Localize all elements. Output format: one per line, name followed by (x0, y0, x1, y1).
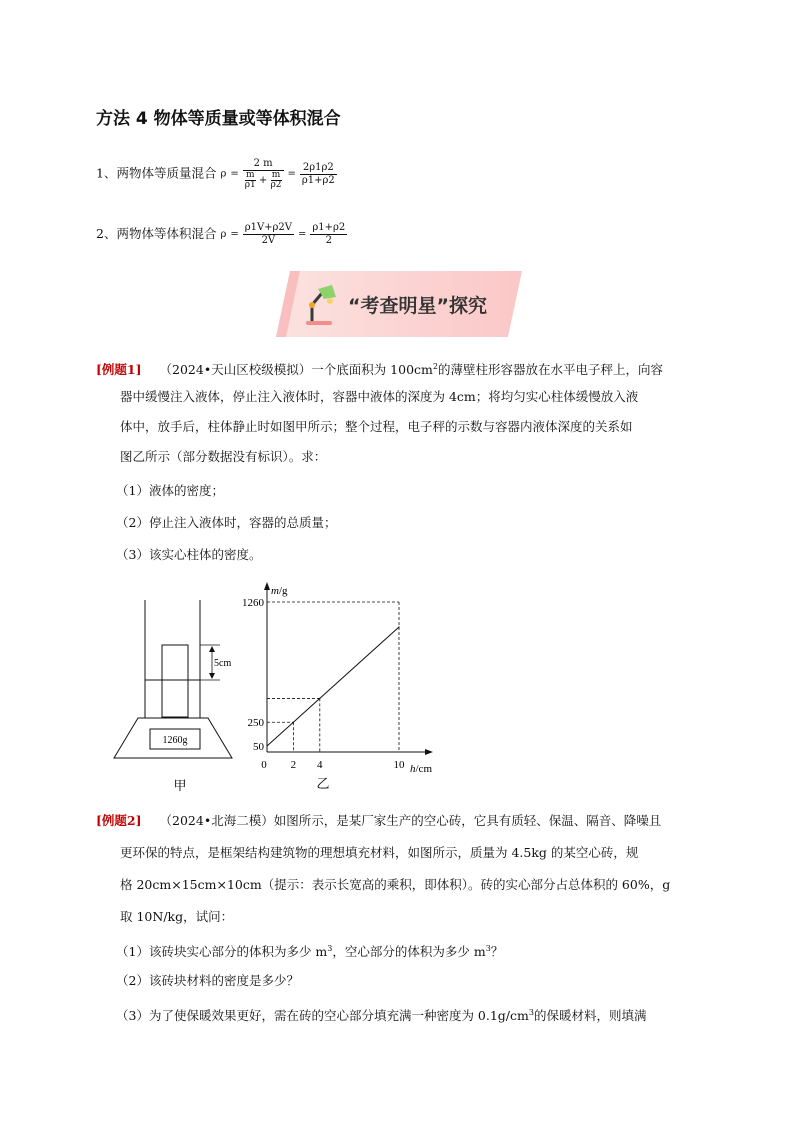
y-axis-label: m/g (271, 585, 288, 597)
plus-sign: + (258, 175, 268, 186)
solid-cylinder (162, 645, 188, 717)
rho-symbol: ρ (220, 168, 227, 180)
equals-sign: = (230, 229, 239, 240)
superscript: 3 (485, 944, 491, 953)
question-text: （1）该砖块实心部分的体积为多少 m (116, 944, 328, 960)
formula-2 (96, 222, 347, 247)
figure-jia (110, 600, 250, 800)
example-1-tag: [例题1] (96, 362, 142, 378)
superscript: 2 (432, 362, 438, 371)
data-point (398, 626, 399, 627)
example-1-text: 一个底面积为 100cm (311, 362, 433, 378)
mini-num: m (245, 170, 255, 180)
x-tick-label: 0 (261, 759, 267, 771)
data-line (267, 627, 399, 746)
figure-caption-jia: 甲 (173, 779, 187, 794)
example-1-question-3: （3）该实心柱体的密度。 (116, 547, 262, 562)
x-axis-label: h/cm (410, 763, 432, 775)
example-2-text: 如图所示，是某厂家生产的空心砖，它具有质轻、保温、隔音、降噪且 (273, 813, 662, 828)
example-2-question-3 (116, 998, 646, 1030)
dimension-label: 5cm (214, 658, 232, 669)
formula-2-label: 2、两物体等体积混合 (96, 226, 217, 241)
data-point (266, 745, 267, 746)
figure-caption-yi: 乙 (316, 777, 330, 792)
formula-1-fraction-2 (300, 162, 337, 187)
equals-sign: = (298, 229, 307, 240)
fraction-denominator: 2V (261, 235, 276, 246)
rho-symbol: ρ (220, 229, 227, 240)
fraction-numerator: ρ1V+ρ2V (244, 222, 293, 233)
example-2-question-2: （2）该砖块材料的密度是多少？ (116, 973, 299, 988)
figure-yi-chart (240, 580, 450, 800)
formula-2-fraction-2 (310, 222, 347, 247)
example-2-source: （2024•北海二模） (159, 813, 274, 828)
example-1-question-2: （2）停止注入液体时，容器的总质量； (116, 515, 337, 530)
superscript: 3 (327, 944, 333, 953)
example-1-line-3: 体中，放手后，柱体静止时如图甲所示；整个过程，电子秤的示数与容器内液体深度的关系如 (120, 419, 633, 434)
fraction-numerator: 2ρ1ρ2 (300, 162, 337, 175)
example-1-text: 的薄壁柱形容器放在水平电子秤上，向容 (437, 362, 663, 378)
x-tick-label: 4 (317, 759, 323, 771)
mini-den: ρ2 (270, 180, 282, 190)
example-1-line-4: 图乙所示（部分数据没有标识）。求： (120, 449, 327, 464)
fraction-denominator: 2 (325, 235, 332, 246)
example-2-line-4: 取 10N/kg，试问： (120, 909, 234, 924)
fraction-denominator: ρ1+ρ2 (301, 174, 335, 186)
data-point (293, 722, 294, 723)
question-text: ，空心部分的体积为多少 m (332, 944, 486, 960)
example-2-line-1 (96, 806, 661, 835)
scale-reading: 1260g (162, 735, 188, 746)
x-axis-arrow (425, 749, 433, 755)
formula-2-fraction-1 (243, 222, 294, 247)
section-banner (276, 271, 522, 337)
desk-lamp-icon (300, 283, 340, 327)
equals-sign: = (287, 168, 296, 180)
question-text: （3）为了使保暖效果更好，需在砖的空心部分填充满一种密度为 0.1g/cm (116, 1008, 529, 1024)
equals-sign: = (230, 168, 239, 180)
y-tick-label: 1260 (242, 597, 264, 609)
y-tick-label: 250 (247, 717, 264, 730)
fraction-denominator (243, 171, 284, 190)
question-text: ？ (490, 944, 504, 960)
example-2-line-2: 更环保的特点，是框架结构建筑物的理想填充材料，如图所示，质量为 4.5kg 的某空心砖，规 (120, 845, 639, 860)
data-point (319, 698, 320, 699)
banner-title: “考查明星”探究 (348, 295, 487, 317)
example-2-tag: [例题2] (96, 813, 142, 828)
example-1-source: （2024•天山区校级模拟） (159, 362, 312, 378)
formula-1-label: 1、两物体等质量混合 (96, 165, 217, 181)
y-axis-arrow (264, 582, 270, 590)
formula-1-fraction-1 (243, 158, 284, 190)
y-tick-label: 50 (253, 741, 264, 754)
formula-1 (96, 158, 337, 190)
mini-num: m (271, 170, 281, 180)
example-1-question-1: （1）液体的密度； (116, 483, 224, 498)
example-2-question-1 (116, 934, 503, 966)
superscript: 3 (528, 1008, 534, 1017)
question-text: 的保暖材料，则填满 (533, 1008, 647, 1024)
fraction-numerator: 2 m (243, 158, 284, 171)
mini-den: ρ1 (244, 180, 256, 190)
section-title: 方法 4 物体等质量或等体积混合 (96, 109, 341, 129)
example-1-line-1 (96, 352, 663, 384)
x-tick-label: 10 (393, 759, 405, 771)
x-tick-label: 2 (290, 759, 297, 771)
example-2-line-3: 格 20cm×15cm×10cm（提示：表示长宽高的乘积，即体积）。砖的实心部分占总体积的 60%，g (120, 877, 671, 892)
fraction-numerator: ρ1+ρ2 (312, 222, 346, 233)
example-1-line-2: 器中缓慢注入液体，停止注入液体时，容器中液体的深度为 4cm；将均匀实心柱体缓慢放入液 (120, 389, 639, 404)
